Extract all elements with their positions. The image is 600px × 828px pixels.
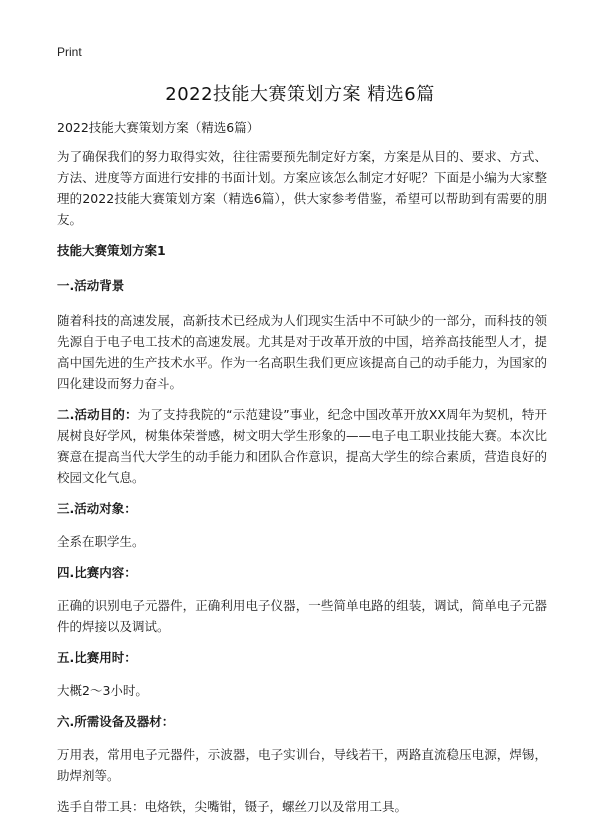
page-title: 2022技能大赛策划方案 精选6篇 xyxy=(165,84,435,105)
section-3-body: 全系在职学生。 xyxy=(57,534,145,549)
document-subtitle: 2022技能大赛策划方案（精选6篇） xyxy=(57,120,260,135)
section-5-body: 大概2～3小时。 xyxy=(57,683,148,698)
plan-heading: 技能大赛策划方案1 xyxy=(57,243,166,258)
section-3-heading: 三.活动对象： xyxy=(57,501,137,516)
document-body xyxy=(57,118,547,827)
print-link[interactable]: Print xyxy=(57,45,82,59)
section-2-paragraph xyxy=(57,404,547,488)
section-5-heading: 五.比赛用时： xyxy=(57,650,137,665)
section-2-body: 为了支持我院的“示范建设”事业，纪念中国改革开放XX周年为契机，特开展树良好学风，树集体荣誉感，树文明大学生形象的——电子电工职业技能大赛。本次比赛意在提高当代大学生的动手能力和团队合作意识，提高大学生的综合素质，营造良好的校园文化气息。 xyxy=(57,407,547,485)
section-6-heading: 六.所需设备及器材： xyxy=(57,714,175,729)
section-6-body: 万用表，常用电子元器件，示波器，电子实训台，导线若干，两路直流稳压电源，焊锡，助焊剂等。 xyxy=(57,747,547,783)
intro-paragraph: 为了确保我们的努力取得实效，往往需要预先制定好方案，方案是从目的、要求、方式、方法、进度等方面进行安排的书面计划。方案应该怎么制定才好呢？下面是小编为大家整理的2022技能大赛策划方案（精选6篇），供大家参考借鉴，希望可以帮助到有需要的朋友。 xyxy=(57,149,547,227)
section-4-body: 正确的识别电子元器件，正确利用电子仪器，一些简单电路的组装，调试，简单电子元器件的焊接以及调试。 xyxy=(57,598,547,634)
section-2-heading: 二.活动目的： xyxy=(57,407,138,422)
section-6-tools: 选手自带工具：电烙铁，尖嘴钳，镊子，螺丝刀以及常用工具。 xyxy=(57,799,408,814)
section-1-body: 随着科技的高速发展，高新技术已经成为人们现实生活中不可缺少的一部分，而科技的领先源自于电子电工技术的高速发展。尤其是对于改革开放的中国，培养高技能型人才，提高中国先进的生产技术水平。作为一名高职生我们更应该提高自己的动手能力，为国家的四化建设而努力奋斗。 xyxy=(57,313,547,391)
section-1-heading: 一.活动背景 xyxy=(57,278,125,293)
section-4-heading: 四.比赛内容： xyxy=(57,565,137,580)
